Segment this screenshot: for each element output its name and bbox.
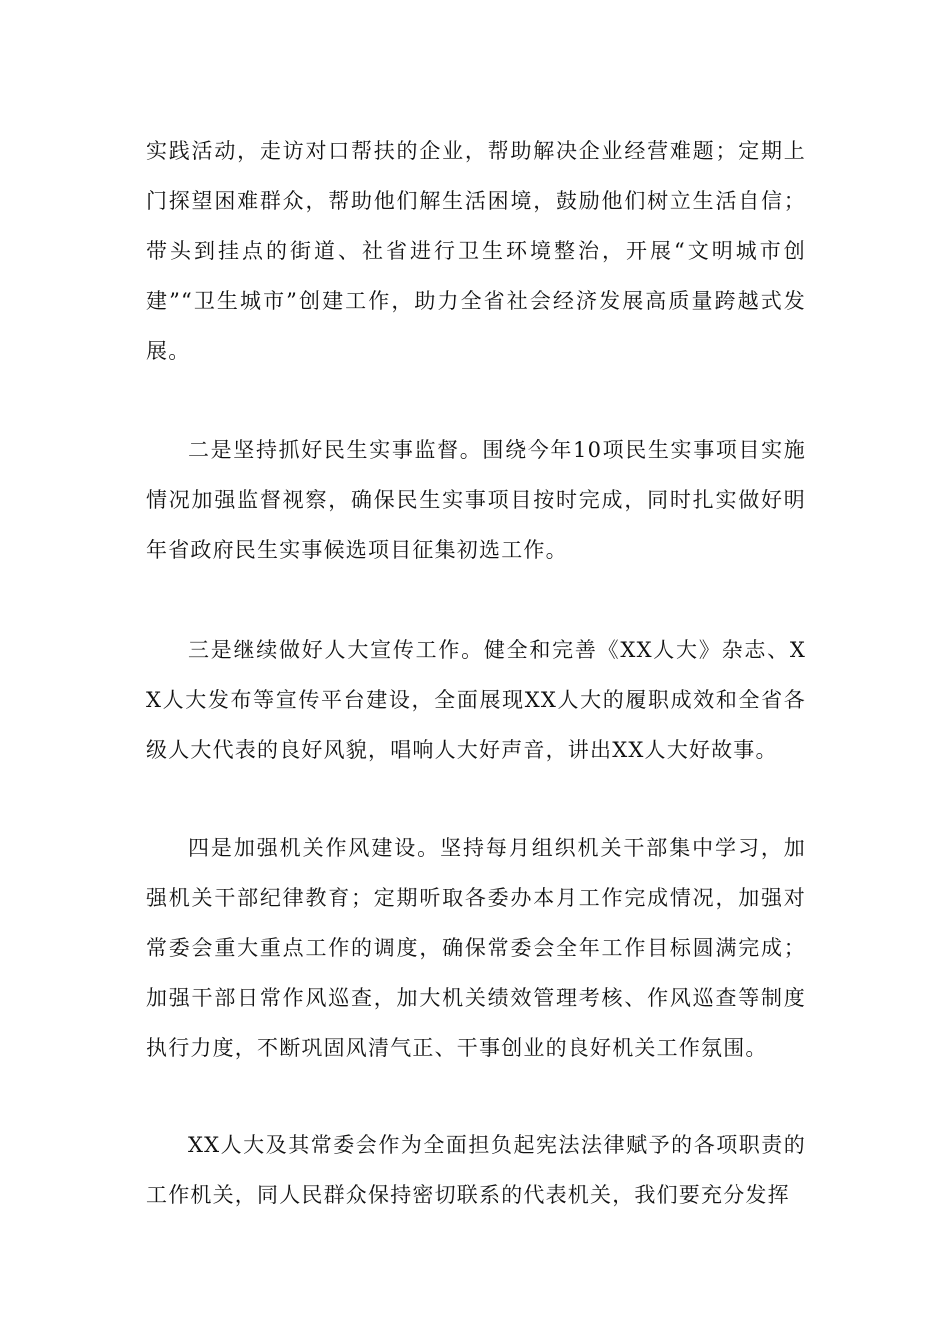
paragraph-publicity-work: 三是继续做好人大宣传工作。健全和完善《XX人大》杂志、XX人大发布等宣传平台建设，全面展现XX人大的履职成效和全省各级人大代表的良好风貌，唱响人大好声音，讲出XX人大好故事。: [146, 638, 806, 762]
paragraph-conclusion: XX人大及其常委会作为全面担负起宪法法律赋予的各项职责的工作机关，同人民群众保持密切联系的代表机关，我们要充分发挥: [146, 1133, 806, 1207]
paragraph-continuation: 实践活动，走访对口帮扶的企业，帮助解决企业经营难题；定期上门探望困难群众，帮助他们解生活困境，鼓励他们树立生活自信；带头到挂点的街道、社省进行卫生环境整治，开展“文明城市创建”“卫生城市”创建工作，助力全省社会经济发展高质量跨越式发展。: [146, 139, 806, 363]
paragraph-work-style: 四是加强机关作风建设。坚持每月组织机关干部集中学习，加强机关干部纪律教育；定期听取各委办本月工作完成情况，加强对常委会重大重点工作的调度，确保常委会全年工作目标圆满完成；加强干部日常作风巡查，加大机关绩效管理考核、作风巡查等制度执行力度，不断巩固风清气正、干事创业的良好机关工作氛围。: [146, 836, 806, 1060]
paragraph-livelihood-supervision: 二是坚持抓好民生实事监督。围绕今年10项民生实事项目实施情况加强监督视察，确保民生实事项目按时完成，同时扎实做好明年省政府民生实事候选项目征集初选工作。: [146, 438, 806, 562]
